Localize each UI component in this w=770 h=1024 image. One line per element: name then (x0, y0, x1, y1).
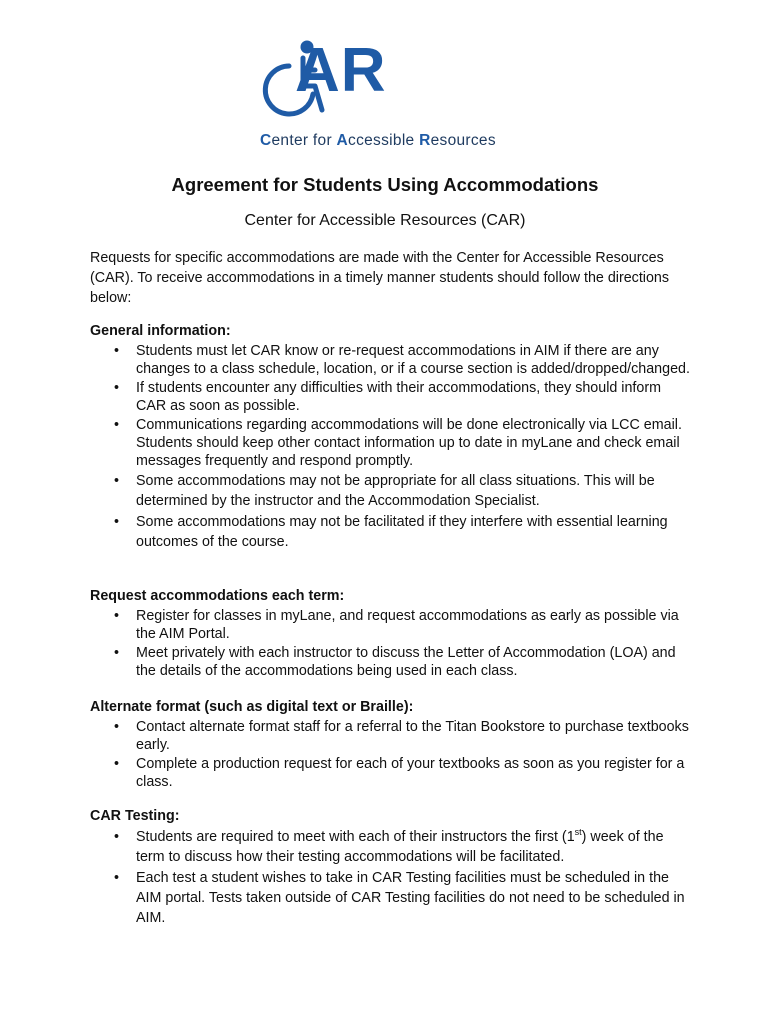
section-heading: Alternate format (such as digital text or Braille): (90, 699, 414, 715)
section-car-testing (90, 807, 690, 929)
list-item: • If students encounter any difficulties with their accommodations, they should inform CAR as soon as possible. (114, 380, 662, 414)
logo-tagline: Center for Accessible Resources (260, 132, 496, 149)
section-general-information (90, 322, 690, 553)
list-item: • Students are required to meet with each of their instructors the first (1st) week of the term to discuss how their testing accommodations will be facilitated. (114, 827, 664, 865)
list-item: • Students must let CAR know or re-request accommodations in AIM if there are any changes to a class schedule, location, or if a course section is added/dropped/changed. (114, 343, 690, 377)
logo-wordmark: AR (295, 36, 387, 105)
list-item: • Some accommodations may not be facilitated if they interfere with essential learning outcomes of the course. (114, 514, 668, 550)
document-title: Agreement for Students Using Accommodations (171, 174, 599, 195)
section-heading: Request accommodations each term: (90, 588, 345, 604)
car-logo (255, 38, 515, 153)
section-request-accommodations (90, 587, 690, 681)
list-item: • Register for classes in myLane, and request accommodations as early as possible via the AIM Portal. (114, 608, 679, 642)
list-item: • Each test a student wishes to take in CAR Testing facilities must be scheduled in the AIM portal. Tests taken outside of CAR Testing facilities do not need to be scheduled in AIM. (114, 870, 685, 926)
list-item: • Contact alternate format staff for a referral to the Titan Bookstore to purchase textbooks early. (114, 719, 689, 753)
document-subtitle: Center for Accessible Resources (CAR) (244, 212, 526, 229)
section-alternate-format (90, 698, 690, 792)
list-item: • Communications regarding accommodations will be done electronically via LCC email. Students should keep other contact information up to date in myLane and check email messages frequently and respond promptly. (114, 417, 682, 469)
list-item: • Some accommodations may not be appropriate for all class situations. This will be determined by the instructor and the Accommodation Specialist. (114, 473, 655, 509)
list-item: • Meet privately with each instructor to discuss the Letter of Accommodation (LOA) and the details of the accommodations being used in each class. (114, 645, 676, 679)
intro-paragraph: Requests for specific accommodations are made with the Center for Accessible Resources (CAR). To receive accommodations in a timely manner students should follow the directions below: (90, 250, 670, 306)
section-heading: General information: (90, 323, 231, 339)
list-item: • Complete a production request for each of your textbooks as soon as you register for a class. (114, 756, 685, 790)
section-heading: CAR Testing: (90, 808, 180, 824)
